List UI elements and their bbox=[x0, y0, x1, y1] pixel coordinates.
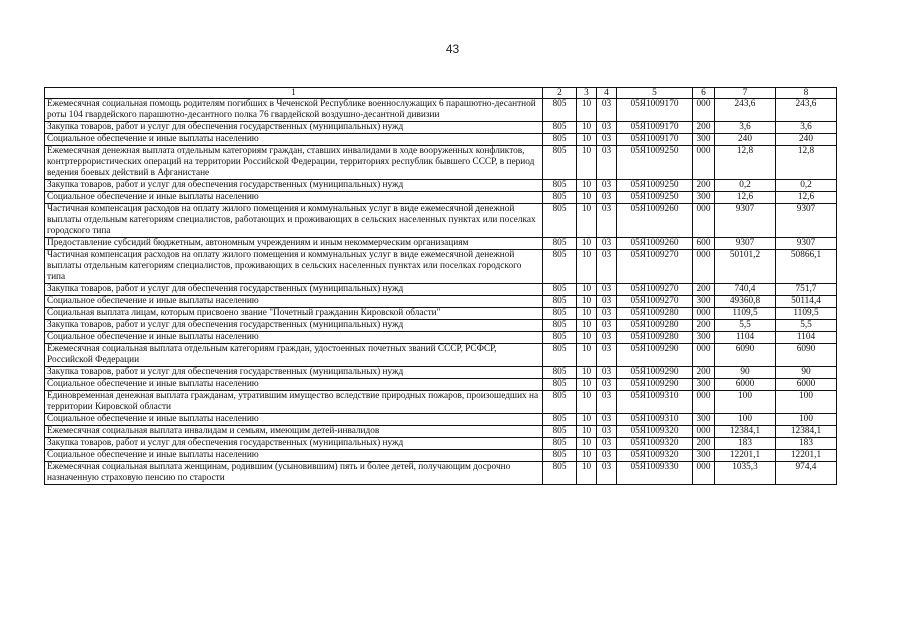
subsection-code: 03 bbox=[597, 146, 617, 180]
table-row bbox=[45, 308, 837, 320]
expense-type-code: 000 bbox=[693, 308, 715, 320]
amount-year2: 100 bbox=[776, 391, 837, 414]
table-row bbox=[45, 192, 837, 204]
expense-type-code: 000 bbox=[693, 426, 715, 438]
header-cell-col7: 7 bbox=[715, 88, 776, 99]
amount-year1: 12,6 bbox=[715, 192, 776, 204]
amount-year1: 1035,3 bbox=[715, 462, 776, 485]
header-cell-col4: 4 bbox=[597, 88, 617, 99]
target-article-code: 05Я1009270 bbox=[617, 250, 693, 284]
amount-year2: 12201,1 bbox=[776, 450, 837, 462]
expense-type-code: 200 bbox=[693, 122, 715, 134]
amount-year2: 974,4 bbox=[776, 462, 837, 485]
section-code: 10 bbox=[577, 146, 597, 180]
header-cell-col8: 8 bbox=[776, 88, 837, 99]
table-row bbox=[45, 332, 837, 344]
section-code: 10 bbox=[577, 414, 597, 426]
target-article-code: 05Я1009320 bbox=[617, 450, 693, 462]
expense-type-code: 000 bbox=[693, 250, 715, 284]
subsection-code: 03 bbox=[597, 414, 617, 426]
amount-year1: 183 bbox=[715, 438, 776, 450]
ministry-code: 805 bbox=[543, 414, 577, 426]
row-description: Социальное обеспечение и иные выплаты населению bbox=[45, 296, 543, 308]
amount-year2: 90 bbox=[776, 367, 837, 379]
expense-type-code: 000 bbox=[693, 204, 715, 238]
amount-year1: 12,8 bbox=[715, 146, 776, 180]
subsection-code: 03 bbox=[597, 284, 617, 296]
target-article-code: 05Я1009280 bbox=[617, 308, 693, 320]
section-code: 10 bbox=[577, 308, 597, 320]
subsection-code: 03 bbox=[597, 238, 617, 250]
amount-year2: 3,6 bbox=[776, 122, 837, 134]
ministry-code: 805 bbox=[543, 308, 577, 320]
amount-year1: 12384,1 bbox=[715, 426, 776, 438]
amount-year1: 1109,5 bbox=[715, 308, 776, 320]
table-row bbox=[45, 450, 837, 462]
amount-year1: 1104 bbox=[715, 332, 776, 344]
ministry-code: 805 bbox=[543, 367, 577, 379]
row-description: Частичная компенсация расходов на оплату жилого помещения и коммунальных услуг в виде ежемесячной денежной выплаты отдельным категориям специалистов, проживающих в сельских населенных пунктах или поселках городского типа bbox=[45, 250, 543, 284]
section-code: 10 bbox=[577, 367, 597, 379]
section-code: 10 bbox=[577, 438, 597, 450]
table-row bbox=[45, 146, 837, 180]
subsection-code: 03 bbox=[597, 308, 617, 320]
amount-year2: 50114,4 bbox=[776, 296, 837, 308]
target-article-code: 05Я1009170 bbox=[617, 122, 693, 134]
table-row bbox=[45, 426, 837, 438]
amount-year1: 12201,1 bbox=[715, 450, 776, 462]
row-description: Социальное обеспечение и иные выплаты населению bbox=[45, 332, 543, 344]
section-code: 10 bbox=[577, 134, 597, 146]
section-code: 10 bbox=[577, 284, 597, 296]
amount-year1: 240 bbox=[715, 134, 776, 146]
ministry-code: 805 bbox=[543, 146, 577, 180]
row-description: Ежемесячная социальная выплата инвалидам и семьям, имеющим детей-инвалидов bbox=[45, 426, 543, 438]
amount-year2: 183 bbox=[776, 438, 837, 450]
ministry-code: 805 bbox=[543, 192, 577, 204]
amount-year2: 12384,1 bbox=[776, 426, 837, 438]
subsection-code: 03 bbox=[597, 426, 617, 438]
ministry-code: 805 bbox=[543, 438, 577, 450]
amount-year1: 49360,8 bbox=[715, 296, 776, 308]
subsection-code: 03 bbox=[597, 332, 617, 344]
expense-type-code: 300 bbox=[693, 379, 715, 391]
subsection-code: 03 bbox=[597, 296, 617, 308]
ministry-code: 805 bbox=[543, 296, 577, 308]
ministry-code: 805 bbox=[543, 134, 577, 146]
row-description: Социальное обеспечение и иные выплаты населению bbox=[45, 414, 543, 426]
amount-year1: 100 bbox=[715, 414, 776, 426]
subsection-code: 03 bbox=[597, 134, 617, 146]
amount-year2: 1109,5 bbox=[776, 308, 837, 320]
amount-year2: 1104 bbox=[776, 332, 837, 344]
expense-type-code: 000 bbox=[693, 146, 715, 180]
section-code: 10 bbox=[577, 204, 597, 238]
amount-year2: 0,2 bbox=[776, 180, 837, 192]
table-row bbox=[45, 284, 837, 296]
table-row bbox=[45, 99, 837, 122]
target-article-code: 05Я1009170 bbox=[617, 99, 693, 122]
expense-type-code: 300 bbox=[693, 192, 715, 204]
table-row bbox=[45, 367, 837, 379]
amount-year1: 100 bbox=[715, 391, 776, 414]
target-article-code: 05Я1009280 bbox=[617, 332, 693, 344]
ministry-code: 805 bbox=[543, 204, 577, 238]
target-article-code: 05Я1009250 bbox=[617, 146, 693, 180]
subsection-code: 03 bbox=[597, 204, 617, 238]
target-article-code: 05Я1009270 bbox=[617, 284, 693, 296]
subsection-code: 03 bbox=[597, 391, 617, 414]
target-article-code: 05Я1009170 bbox=[617, 134, 693, 146]
expense-type-code: 200 bbox=[693, 320, 715, 332]
amount-year2: 100 bbox=[776, 414, 837, 426]
section-code: 10 bbox=[577, 450, 597, 462]
ministry-code: 805 bbox=[543, 180, 577, 192]
amount-year1: 5,5 bbox=[715, 320, 776, 332]
row-description: Предоставление субсидий бюджетным, автономным учреждениям и иным некоммерческим организациям bbox=[45, 238, 543, 250]
expense-type-code: 000 bbox=[693, 344, 715, 367]
target-article-code: 05Я1009260 bbox=[617, 238, 693, 250]
row-description: Закупка товаров, работ и услуг для обеспечения государственных (муниципальных) нужд bbox=[45, 438, 543, 450]
ministry-code: 805 bbox=[543, 426, 577, 438]
target-article-code: 05Я1009330 bbox=[617, 462, 693, 485]
row-description: Закупка товаров, работ и услуг для обеспечения государственных (муниципальных) нужд bbox=[45, 284, 543, 296]
target-article-code: 05Я1009290 bbox=[617, 379, 693, 391]
expense-type-code: 300 bbox=[693, 134, 715, 146]
amount-year1: 3,6 bbox=[715, 122, 776, 134]
expense-type-code: 200 bbox=[693, 367, 715, 379]
amount-year2: 5,5 bbox=[776, 320, 837, 332]
header-cell-col6: 6 bbox=[693, 88, 715, 99]
row-description: Закупка товаров, работ и услуг для обеспечения государственных (муниципальных) нужд bbox=[45, 367, 543, 379]
amount-year2: 243,6 bbox=[776, 99, 837, 122]
subsection-code: 03 bbox=[597, 344, 617, 367]
expense-type-code: 000 bbox=[693, 99, 715, 122]
row-description: Социальная выплата лицам, которым присвоено звание "Почетный гражданин Кировской области" bbox=[45, 308, 543, 320]
ministry-code: 805 bbox=[543, 320, 577, 332]
page-number: 43 bbox=[445, 42, 460, 56]
target-article-code: 05Я1009310 bbox=[617, 391, 693, 414]
row-description: Социальное обеспечение и иные выплаты населению bbox=[45, 192, 543, 204]
target-article-code: 05Я1009290 bbox=[617, 367, 693, 379]
amount-year1: 50101,2 bbox=[715, 250, 776, 284]
table-row bbox=[45, 320, 837, 332]
table-row bbox=[45, 296, 837, 308]
expense-type-code: 300 bbox=[693, 332, 715, 344]
header-cell-col5: 5 bbox=[617, 88, 693, 99]
expense-type-code: 200 bbox=[693, 284, 715, 296]
expense-type-code: 300 bbox=[693, 450, 715, 462]
amount-year1: 6090 bbox=[715, 344, 776, 367]
subsection-code: 03 bbox=[597, 462, 617, 485]
table-row bbox=[45, 344, 837, 367]
amount-year1: 90 bbox=[715, 367, 776, 379]
ministry-code: 805 bbox=[543, 122, 577, 134]
row-description: Социальное обеспечение и иные выплаты населению bbox=[45, 379, 543, 391]
amount-year1: 740,4 bbox=[715, 284, 776, 296]
ministry-code: 805 bbox=[543, 344, 577, 367]
ministry-code: 805 bbox=[543, 332, 577, 344]
subsection-code: 03 bbox=[597, 367, 617, 379]
table-row bbox=[45, 180, 837, 192]
table-row bbox=[45, 391, 837, 414]
expense-type-code: 000 bbox=[693, 391, 715, 414]
header-cell-col2: 2 bbox=[543, 88, 577, 99]
section-code: 10 bbox=[577, 122, 597, 134]
row-description: Закупка товаров, работ и услуг для обеспечения государственных (муниципальных) нужд bbox=[45, 320, 543, 332]
expense-type-code: 200 bbox=[693, 438, 715, 450]
amount-year2: 9307 bbox=[776, 204, 837, 238]
section-code: 10 bbox=[577, 296, 597, 308]
row-description: Частичная компенсация расходов на оплату жилого помещения и коммунальных услуг в виде ежемесячной денежной выплаты отдельным категориям специалистов, работающих и проживающих в сельских населенных пунктах или поселках городского типа bbox=[45, 204, 543, 238]
budget-table bbox=[44, 87, 837, 485]
table-row bbox=[45, 379, 837, 391]
amount-year1: 9307 bbox=[715, 238, 776, 250]
section-code: 10 bbox=[577, 462, 597, 485]
ministry-code: 805 bbox=[543, 462, 577, 485]
section-code: 10 bbox=[577, 238, 597, 250]
expense-type-code: 600 bbox=[693, 238, 715, 250]
section-code: 10 bbox=[577, 250, 597, 284]
section-code: 10 bbox=[577, 192, 597, 204]
table-row bbox=[45, 238, 837, 250]
amount-year2: 240 bbox=[776, 134, 837, 146]
subsection-code: 03 bbox=[597, 250, 617, 284]
subsection-code: 03 bbox=[597, 450, 617, 462]
row-description: Социальное обеспечение и иные выплаты населению bbox=[45, 134, 543, 146]
target-article-code: 05Я1009250 bbox=[617, 192, 693, 204]
section-code: 10 bbox=[577, 344, 597, 367]
target-article-code: 05Я1009290 bbox=[617, 344, 693, 367]
header-cell-col1: 1 bbox=[45, 88, 543, 99]
amount-year1: 9307 bbox=[715, 204, 776, 238]
target-article-code: 05Я1009270 bbox=[617, 296, 693, 308]
subsection-code: 03 bbox=[597, 320, 617, 332]
section-code: 10 bbox=[577, 99, 597, 122]
target-article-code: 05Я1009320 bbox=[617, 438, 693, 450]
table-body bbox=[45, 99, 837, 485]
subsection-code: 03 bbox=[597, 122, 617, 134]
header-cell-col3: 3 bbox=[577, 88, 597, 99]
header-row bbox=[45, 88, 837, 99]
table-row bbox=[45, 438, 837, 450]
table-row bbox=[45, 250, 837, 284]
amount-year1: 6000 bbox=[715, 379, 776, 391]
section-code: 10 bbox=[577, 320, 597, 332]
table-row bbox=[45, 462, 837, 485]
row-description: Закупка товаров, работ и услуг для обеспечения государственных (муниципальных) нужд bbox=[45, 122, 543, 134]
target-article-code: 05Я1009320 bbox=[617, 426, 693, 438]
amount-year2: 9307 bbox=[776, 238, 837, 250]
amount-year1: 243,6 bbox=[715, 99, 776, 122]
table-row bbox=[45, 204, 837, 238]
row-description: Социальное обеспечение и иные выплаты населению bbox=[45, 450, 543, 462]
ministry-code: 805 bbox=[543, 450, 577, 462]
ministry-code: 805 bbox=[543, 379, 577, 391]
subsection-code: 03 bbox=[597, 438, 617, 450]
amount-year2: 12,8 bbox=[776, 146, 837, 180]
amount-year1: 0,2 bbox=[715, 180, 776, 192]
ministry-code: 805 bbox=[543, 99, 577, 122]
section-code: 10 bbox=[577, 391, 597, 414]
amount-year2: 12,6 bbox=[776, 192, 837, 204]
ministry-code: 805 bbox=[543, 284, 577, 296]
ministry-code: 805 bbox=[543, 391, 577, 414]
section-code: 10 bbox=[577, 379, 597, 391]
subsection-code: 03 bbox=[597, 99, 617, 122]
amount-year2: 50866,1 bbox=[776, 250, 837, 284]
subsection-code: 03 bbox=[597, 379, 617, 391]
row-description: Единовременная денежная выплата гражданам, утратившим имущество вследствие природных пожаров, произошедших на территории Кировской области bbox=[45, 391, 543, 414]
target-article-code: 05Я1009250 bbox=[617, 180, 693, 192]
section-code: 10 bbox=[577, 332, 597, 344]
table-row bbox=[45, 414, 837, 426]
expense-type-code: 000 bbox=[693, 462, 715, 485]
ministry-code: 805 bbox=[543, 238, 577, 250]
row-description: Ежемесячная социальная выплата отдельным категориям граждан, удостоенных почетных званий СССР, РСФСР, Российской Федерации bbox=[45, 344, 543, 367]
row-description: Ежемесячная денежная выплата отдельным категориям граждан, ставших инвалидами в ходе вооруженных конфликтов, контртеррористических операций на территории Российской Федерации, территориях республик бывшего СССР, в период ведения боевых действий в Афганистане bbox=[45, 146, 543, 180]
amount-year2: 6090 bbox=[776, 344, 837, 367]
ministry-code: 805 bbox=[543, 250, 577, 284]
section-code: 10 bbox=[577, 426, 597, 438]
target-article-code: 05Я1009280 bbox=[617, 320, 693, 332]
subsection-code: 03 bbox=[597, 192, 617, 204]
row-description: Ежемесячная социальная выплата женщинам, родившим (усыновившим) пять и более детей, получающим досрочно назначенную страховую пенсию по старости bbox=[45, 462, 543, 485]
table-row bbox=[45, 122, 837, 134]
expense-type-code: 300 bbox=[693, 414, 715, 426]
subsection-code: 03 bbox=[597, 180, 617, 192]
target-article-code: 05Я1009260 bbox=[617, 204, 693, 238]
section-code: 10 bbox=[577, 180, 597, 192]
table-row bbox=[45, 134, 837, 146]
expense-type-code: 200 bbox=[693, 180, 715, 192]
amount-year2: 6000 bbox=[776, 379, 837, 391]
row-description: Ежемесячная социальная помощь родителям погибших в Чеченской Республике военнослужащих 6 парашютно-десантной роты 104 гвардейского парашютно-десантного полка 76 гвардейской воздушно-десантной дивизии bbox=[45, 99, 543, 122]
target-article-code: 05Я1009310 bbox=[617, 414, 693, 426]
amount-year2: 751,7 bbox=[776, 284, 837, 296]
row-description: Закупка товаров, работ и услуг для обеспечения государственных (муниципальных) нужд bbox=[45, 180, 543, 192]
expense-type-code: 300 bbox=[693, 296, 715, 308]
